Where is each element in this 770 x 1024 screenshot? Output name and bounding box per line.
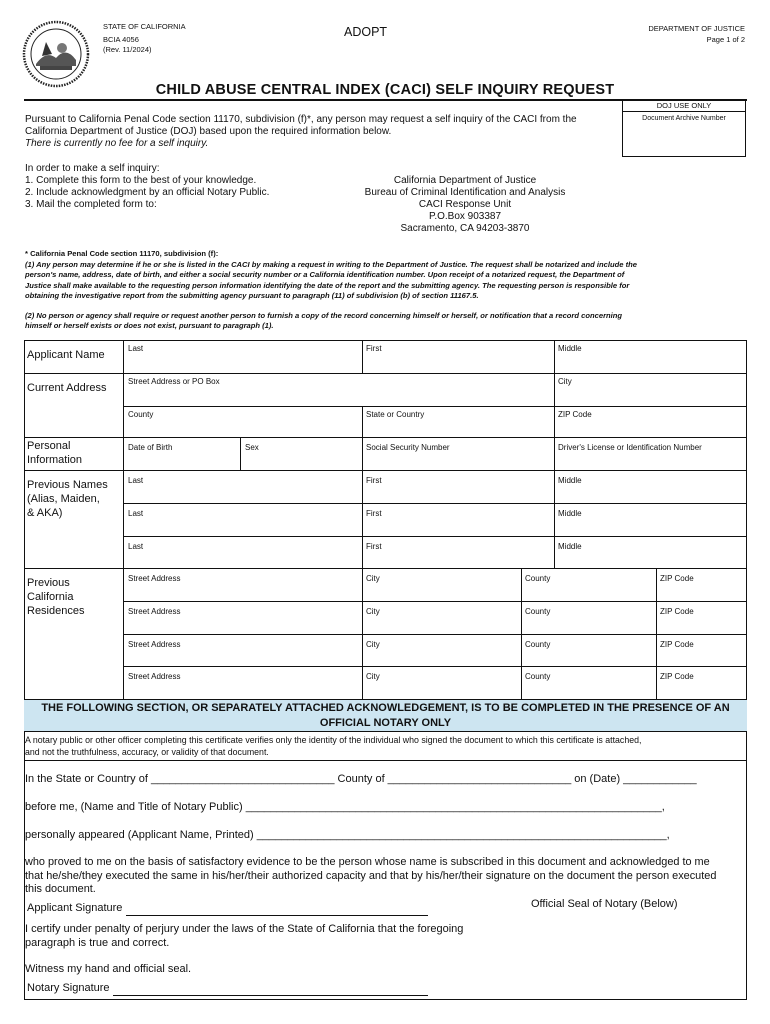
previous-names-label-2: (Alias, Maiden, xyxy=(27,493,100,505)
penal-code-para1-l1: (1) Any person may determine if he or she is listed in the CACI by making a request in writing to the Department of Justice. The request shall be notarized and include the xyxy=(25,259,637,269)
prev-res-4-county-field[interactable]: County xyxy=(525,672,551,681)
notary-signature-line[interactable] xyxy=(113,995,428,996)
sex-field[interactable]: Sex xyxy=(245,443,259,452)
notary-box-bottom xyxy=(24,999,747,1000)
agency-line: STATE OF CALIFORNIA xyxy=(103,22,186,31)
intro-fee-note: There is currently no fee for a self inquiry. xyxy=(25,138,209,149)
current-state-field[interactable]: State or Country xyxy=(366,410,425,419)
current-zip-field[interactable]: ZIP Code xyxy=(558,410,592,419)
mail-address-line-2: Bureau of Criminal Identification and Analysis xyxy=(364,187,566,198)
previous-residences-label-3: Residences xyxy=(27,605,85,617)
current-city-field[interactable]: City xyxy=(558,377,572,386)
prev-res-3-county-field[interactable]: County xyxy=(525,640,551,649)
notary-notice-line-2: and not the truthfulness, accuracy, or validity of that document. xyxy=(25,747,269,757)
adopt-label: ADOPT xyxy=(344,25,388,39)
department-label: DEPARTMENT OF JUSTICE xyxy=(648,24,745,33)
notary-proof-line-2: that he/she/they executed the same in his/her/their authorized capacity and that by his/her/their signature on the document the person executed xyxy=(25,869,717,882)
prev-name-2-first-field[interactable]: First xyxy=(366,509,382,518)
notary-seal-label: Official Seal of Notary (Below) xyxy=(531,898,678,910)
applicant-printed-name-line[interactable]: personally appeared (Applicant Name, Printed) ___________________________________________________________________, xyxy=(25,829,670,841)
prev-name-3-middle-field[interactable]: Middle xyxy=(558,542,582,551)
current-street-field[interactable]: Street Address or PO Box xyxy=(128,377,220,386)
applicant-first-name-field[interactable]: First xyxy=(366,344,382,353)
prev-name-2-last-field[interactable]: Last xyxy=(128,509,144,518)
page-number: Page 1 of 2 xyxy=(706,35,745,44)
penal-code-para1-l3: Justice shall make available to the requesting person information identifying the date of the report and the submitting agency. The requesting person is responsible for xyxy=(25,280,630,290)
doj-use-only-heading: DOJ USE ONLY xyxy=(623,100,745,112)
step-1: 1. Complete this form to the best of your knowledge. xyxy=(25,175,257,186)
prev-name-2-middle-field[interactable]: Middle xyxy=(558,509,582,518)
date-of-birth-field[interactable]: Date of Birth xyxy=(128,443,173,452)
penal-code-para2-l1: (2) No person or agency shall require or request another person to furnish a copy of the record concerning himself or herself, or notification that a record concerning xyxy=(25,310,623,320)
personal-info-label-2: Information xyxy=(27,454,83,466)
perjury-line-1: I certify under penalty of perjury under the laws of the State of California that the foregoing xyxy=(25,923,464,935)
notary-proof-paragraph xyxy=(25,856,716,897)
state-seal-logo xyxy=(22,20,90,88)
penal-code-para1-l2: person's name, address, date of birth, and either a social security number or a California identification number. Upon receipt of a notarized request, the Department of xyxy=(25,270,625,279)
notary-state-county-date-line[interactable]: In the State or Country of ______________________________ County of ______________________________ on (Date) ____________ xyxy=(25,773,697,785)
notary-signature-label: Notary Signature xyxy=(27,982,110,994)
current-address-label: Current Address xyxy=(27,382,107,394)
mail-address-line-5: Sacramento, CA 94203-3870 xyxy=(400,223,530,234)
mail-address-line-3: CACI Response Unit xyxy=(418,199,512,210)
penal-code-para2-l2: himself or herself exists or does not exist, pursuant to paragraph (1). xyxy=(25,321,274,330)
prev-res-3-zip-field[interactable]: ZIP Code xyxy=(660,640,694,649)
previous-names-label-1: Previous Names xyxy=(27,479,108,491)
prev-name-1-last-field[interactable]: Last xyxy=(128,476,144,485)
prev-name-3-last-field[interactable]: Last xyxy=(128,542,144,551)
applicant-signature-label: Applicant Signature xyxy=(27,902,123,914)
drivers-license-field[interactable]: Driver's License or Identification Number xyxy=(558,443,702,452)
prev-res-1-street-field[interactable]: Street Address xyxy=(128,574,181,583)
prev-res-4-street-field[interactable]: Street Address xyxy=(128,672,181,681)
form-number: BCIA 4056 xyxy=(103,35,139,44)
prev-name-1-middle-field[interactable]: Middle xyxy=(558,476,582,485)
applicant-middle-name-field[interactable]: Middle xyxy=(558,344,582,353)
document-archive-number-label: Document Archive Number xyxy=(642,115,726,122)
applicant-signature-line[interactable] xyxy=(126,915,428,916)
prev-res-1-city-field[interactable]: City xyxy=(366,574,380,583)
prev-res-2-city-field[interactable]: City xyxy=(366,607,380,616)
ssn-field[interactable]: Social Security Number xyxy=(366,443,450,452)
prev-res-2-street-field[interactable]: Street Address xyxy=(128,607,181,616)
prev-res-4-city-field[interactable]: City xyxy=(366,672,380,681)
prev-res-2-zip-field[interactable]: ZIP Code xyxy=(660,607,694,616)
notary-name-title-line[interactable]: before me, (Name and Title of Notary Public) ____________________________________________________________________, xyxy=(25,801,665,813)
previous-names-label-3: & AKA) xyxy=(27,507,63,519)
step-2: 2. Include acknowledgment by an official Notary Public. xyxy=(25,187,270,198)
witness-statement: Witness my hand and official seal. xyxy=(25,963,192,975)
notary-notice xyxy=(25,734,641,758)
prev-res-3-street-field[interactable]: Street Address xyxy=(128,640,181,649)
notary-box-right xyxy=(746,732,747,1000)
step-3: 3. Mail the completed form to: xyxy=(25,199,157,210)
perjury-line-2: paragraph is true and correct. xyxy=(25,937,170,949)
prev-res-1-zip-field[interactable]: ZIP Code xyxy=(660,574,694,583)
prev-res-1-county-field[interactable]: County xyxy=(525,574,551,583)
mail-address-line-4: P.O.Box 903387 xyxy=(428,211,502,222)
intro-line-2: California Department of Justice (DOJ) based upon the required information below. xyxy=(25,126,392,137)
steps-heading: In order to make a self inquiry: xyxy=(25,163,160,174)
prev-res-2-county-field[interactable]: County xyxy=(525,607,551,616)
prev-name-3-first-field[interactable]: First xyxy=(366,542,382,551)
doj-use-only-box xyxy=(622,99,746,157)
notary-notice-line-1: A notary public or other officer completing this certificate verifies only the identity of the individual who signed the document to which this certificate is attached, xyxy=(25,735,642,745)
mail-address xyxy=(330,175,600,235)
personal-info-label-1: Personal xyxy=(27,440,71,452)
notary-banner-line-1: THE FOLLOWING SECTION, OR SEPARATELY ATTACHED ACKNOWLEDGEMENT, IS TO BE COMPLETED IN THE PRESENCE OF AN xyxy=(41,702,730,714)
penal-code-heading: * California Penal Code section 11170, subdivision (f): xyxy=(25,249,219,258)
perjury-statement xyxy=(25,922,463,950)
prev-res-4-zip-field[interactable]: ZIP Code xyxy=(660,672,694,681)
intro-line-1: Pursuant to California Penal Code section 11170, subdivision (f)*, any person may request a self inquiry of the CACI from the xyxy=(25,114,577,125)
current-county-field[interactable]: County xyxy=(128,410,154,419)
applicant-last-name-field[interactable]: Last xyxy=(128,344,144,353)
notary-notice-rule xyxy=(24,760,747,761)
previous-residences-label-2: California xyxy=(27,591,74,603)
notary-proof-line-1: who proved to me on the basis of satisfactory evidence to be the person whose name is subscribed in this document and acknowledged to me xyxy=(25,856,710,868)
previous-residences-label-1: Previous xyxy=(27,577,70,589)
penal-code-section xyxy=(25,249,747,332)
notary-banner-line-2: OFFICIAL NOTARY ONLY xyxy=(319,717,452,729)
penal-code-para1-l4: obtaining the investigative report from the submitting agency pursuant to paragraph (11) of subdivision (b) of section 11167.5. xyxy=(25,291,479,300)
form-revision: (Rev. 11/2024) xyxy=(103,45,152,54)
applicant-name-label: Applicant Name xyxy=(27,349,105,361)
notary-proof-line-3: this document. xyxy=(25,883,96,895)
page-title: CHILD ABUSE CENTRAL INDEX (CACI) SELF INQUIRY REQUEST xyxy=(155,82,615,98)
prev-res-3-city-field[interactable]: City xyxy=(366,640,380,649)
notary-section-banner xyxy=(24,699,747,732)
prev-name-1-first-field[interactable]: First xyxy=(366,476,382,485)
mail-address-line-1: California Department of Justice xyxy=(393,175,537,186)
